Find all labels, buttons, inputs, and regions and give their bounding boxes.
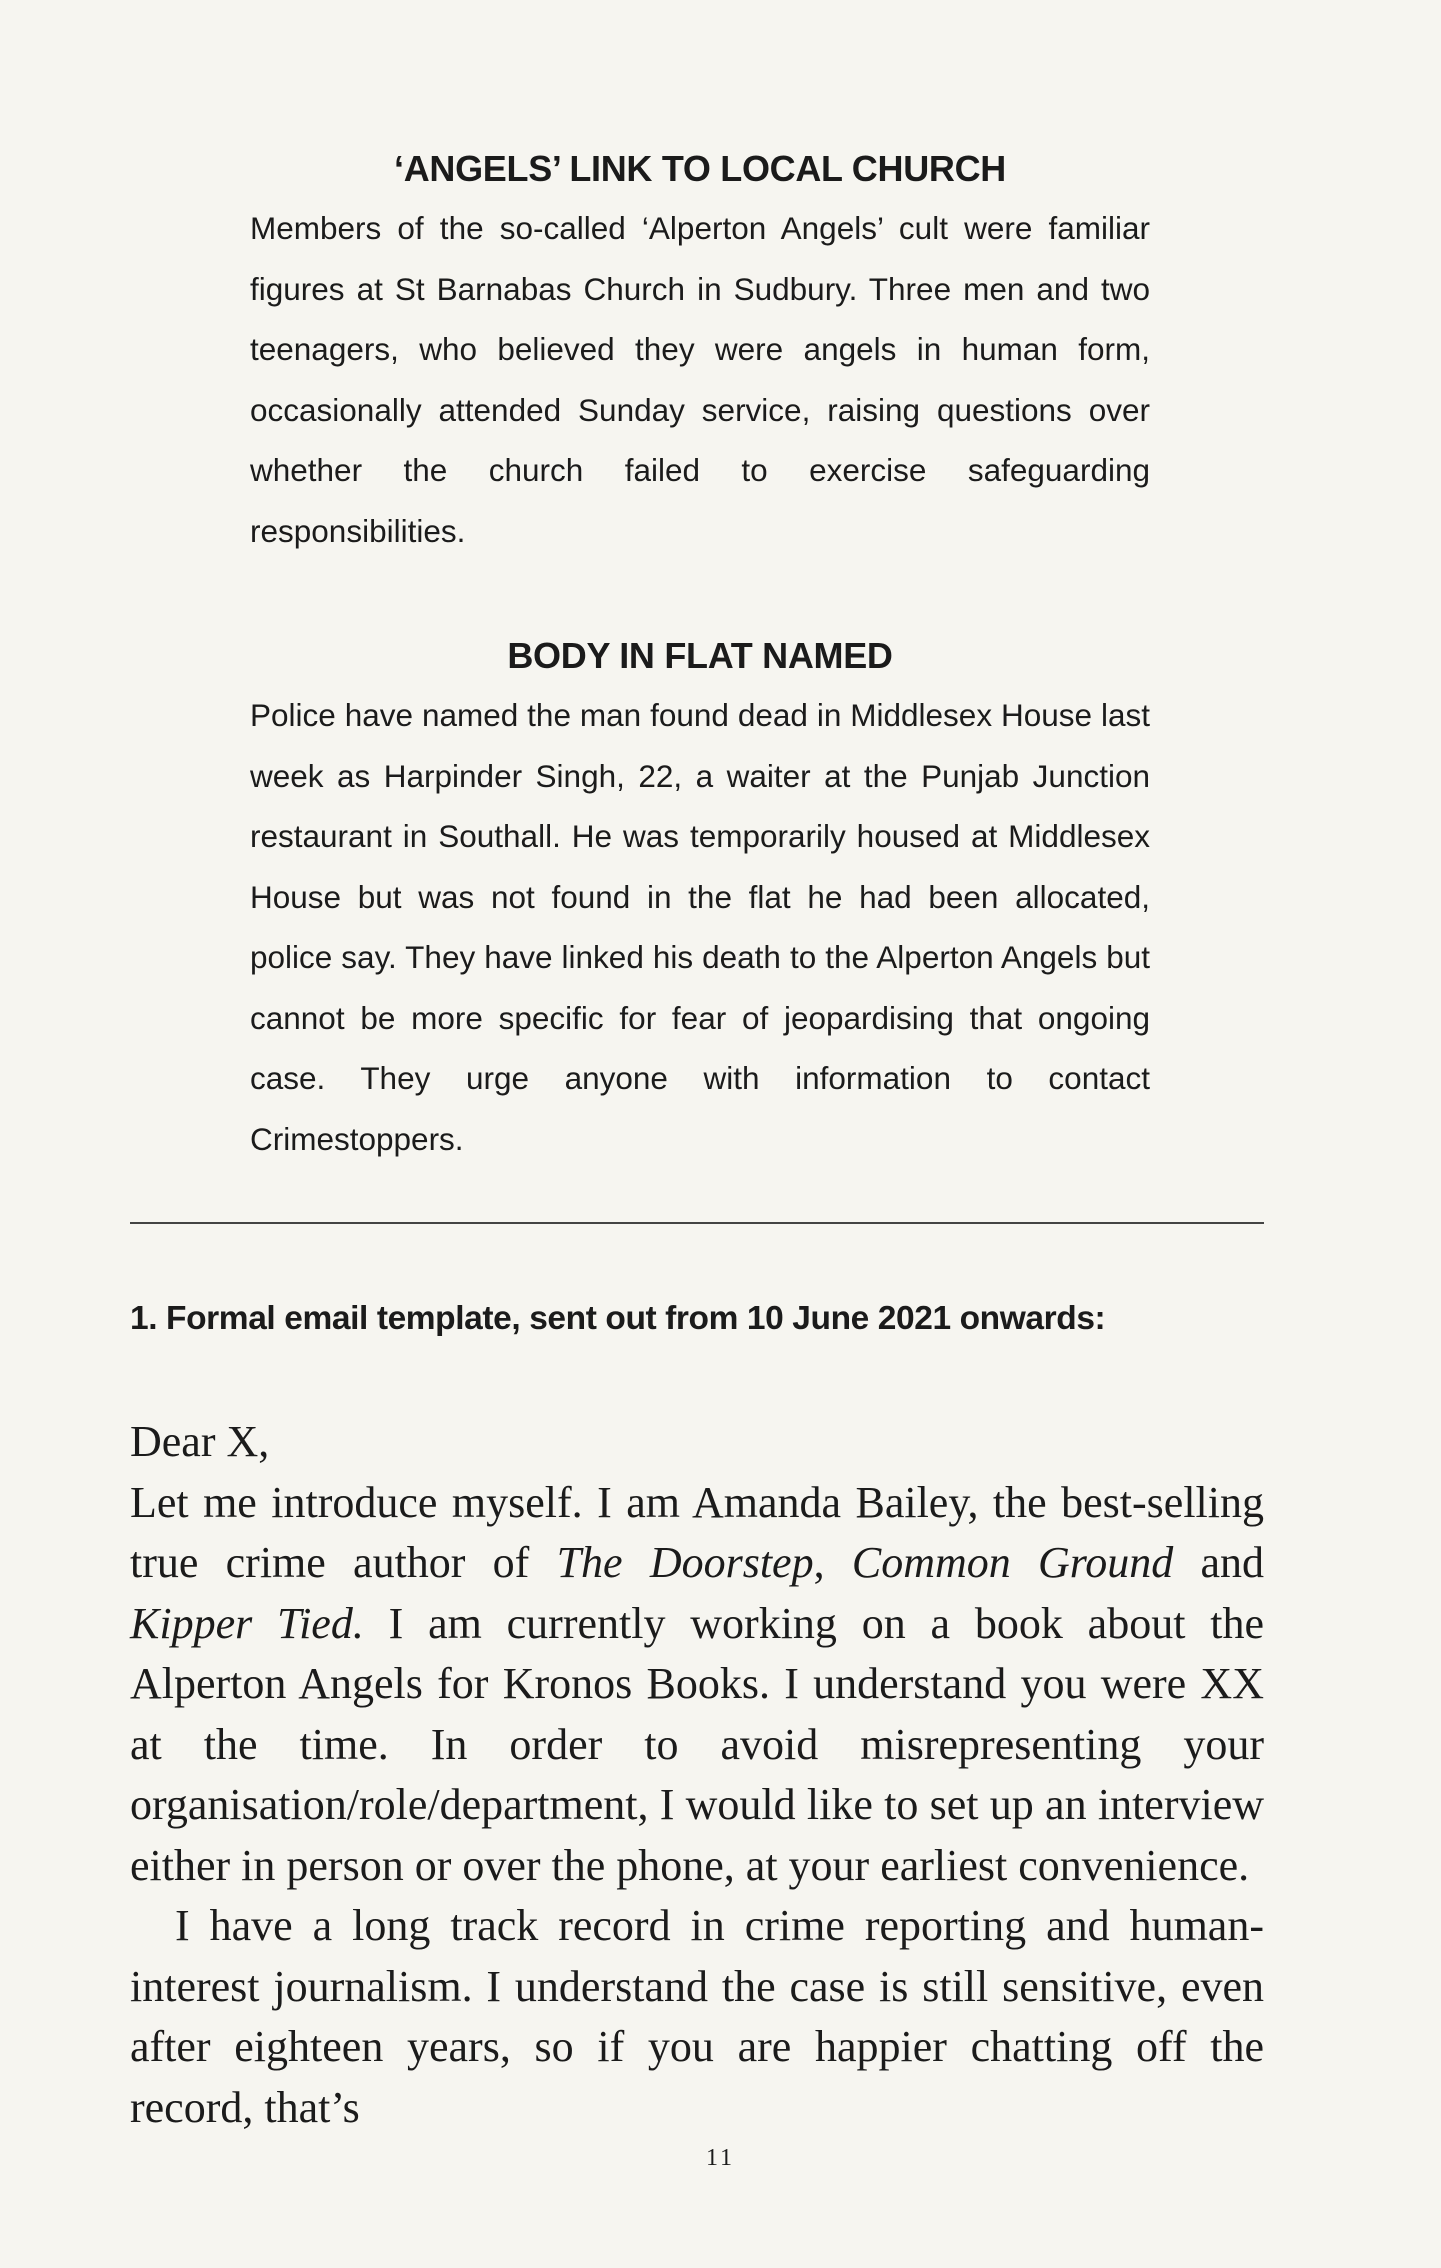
section-divider <box>130 1222 1264 1224</box>
letter-paragraph <box>130 1473 1264 1897</box>
news-clipping <box>250 635 1150 1169</box>
book-title: Common Ground <box>851 1538 1174 1587</box>
clipping-headline: ‘ANGELS’ LINK TO LOCAL CHURCH <box>394 148 1006 189</box>
page-number: 11 <box>705 2145 736 2171</box>
salutation: Dear X, <box>130 1417 270 1466</box>
news-clipping <box>250 148 1150 561</box>
letter-paragraph: I have a long track record in crime reporting and human-interest journalism. I understand the case is still sensitive, even after eighteen years, so if you are happier chatting off the record, that’s <box>130 1901 1264 2132</box>
book-title: Kipper Tied. <box>130 1598 364 1648</box>
section-heading: 1. Formal email template, sent out from 10 June 2021 onwards: <box>130 1300 1106 1337</box>
letter-text: I am currently working on a book about the Alperton Angels for Kronos Books. I understand you were XX at the time. In order to avoid misrepresenting your organisation/role/department, I would like to set up an interview either in person or over the phone, at your earliest convenience. <box>130 1598 1264 1890</box>
book-title: The Doorstep <box>556 1538 814 1587</box>
email-template <box>130 1412 1264 2138</box>
clipping-headline: BODY IN FLAT NAMED <box>507 635 893 676</box>
letter-text: , <box>813 1538 852 1587</box>
clipping-body: Police have named the man found dead in Middlesex House last week as Harpinder Singh, 22, a waiter at the Punjab Junction restaurant in Southall. He was temporarily housed at Middlesex House but was not found in the flat he had been allocated, police say. They have linked his death to the Alperton Angels but cannot be more specific for fear of jeopardising that ongoing case. They urge anyone with information to contact Crimestoppers. <box>250 697 1150 1157</box>
letter-text: Let me introduce myself. I am Amanda Bailey, the best-selling true crime author of <box>130 1477 1264 1587</box>
letter-text: and <box>1173 1538 1265 1587</box>
clipping-body: Members of the so-called ‘Alperton Angels’ cult were familiar figures at St Barnabas Church in Sudbury. Three men and two teenagers, who believed they were angels in human form, occasionally attended Sunday service, raising questions over whether the church failed to exercise safeguarding responsibilities. <box>250 210 1150 549</box>
